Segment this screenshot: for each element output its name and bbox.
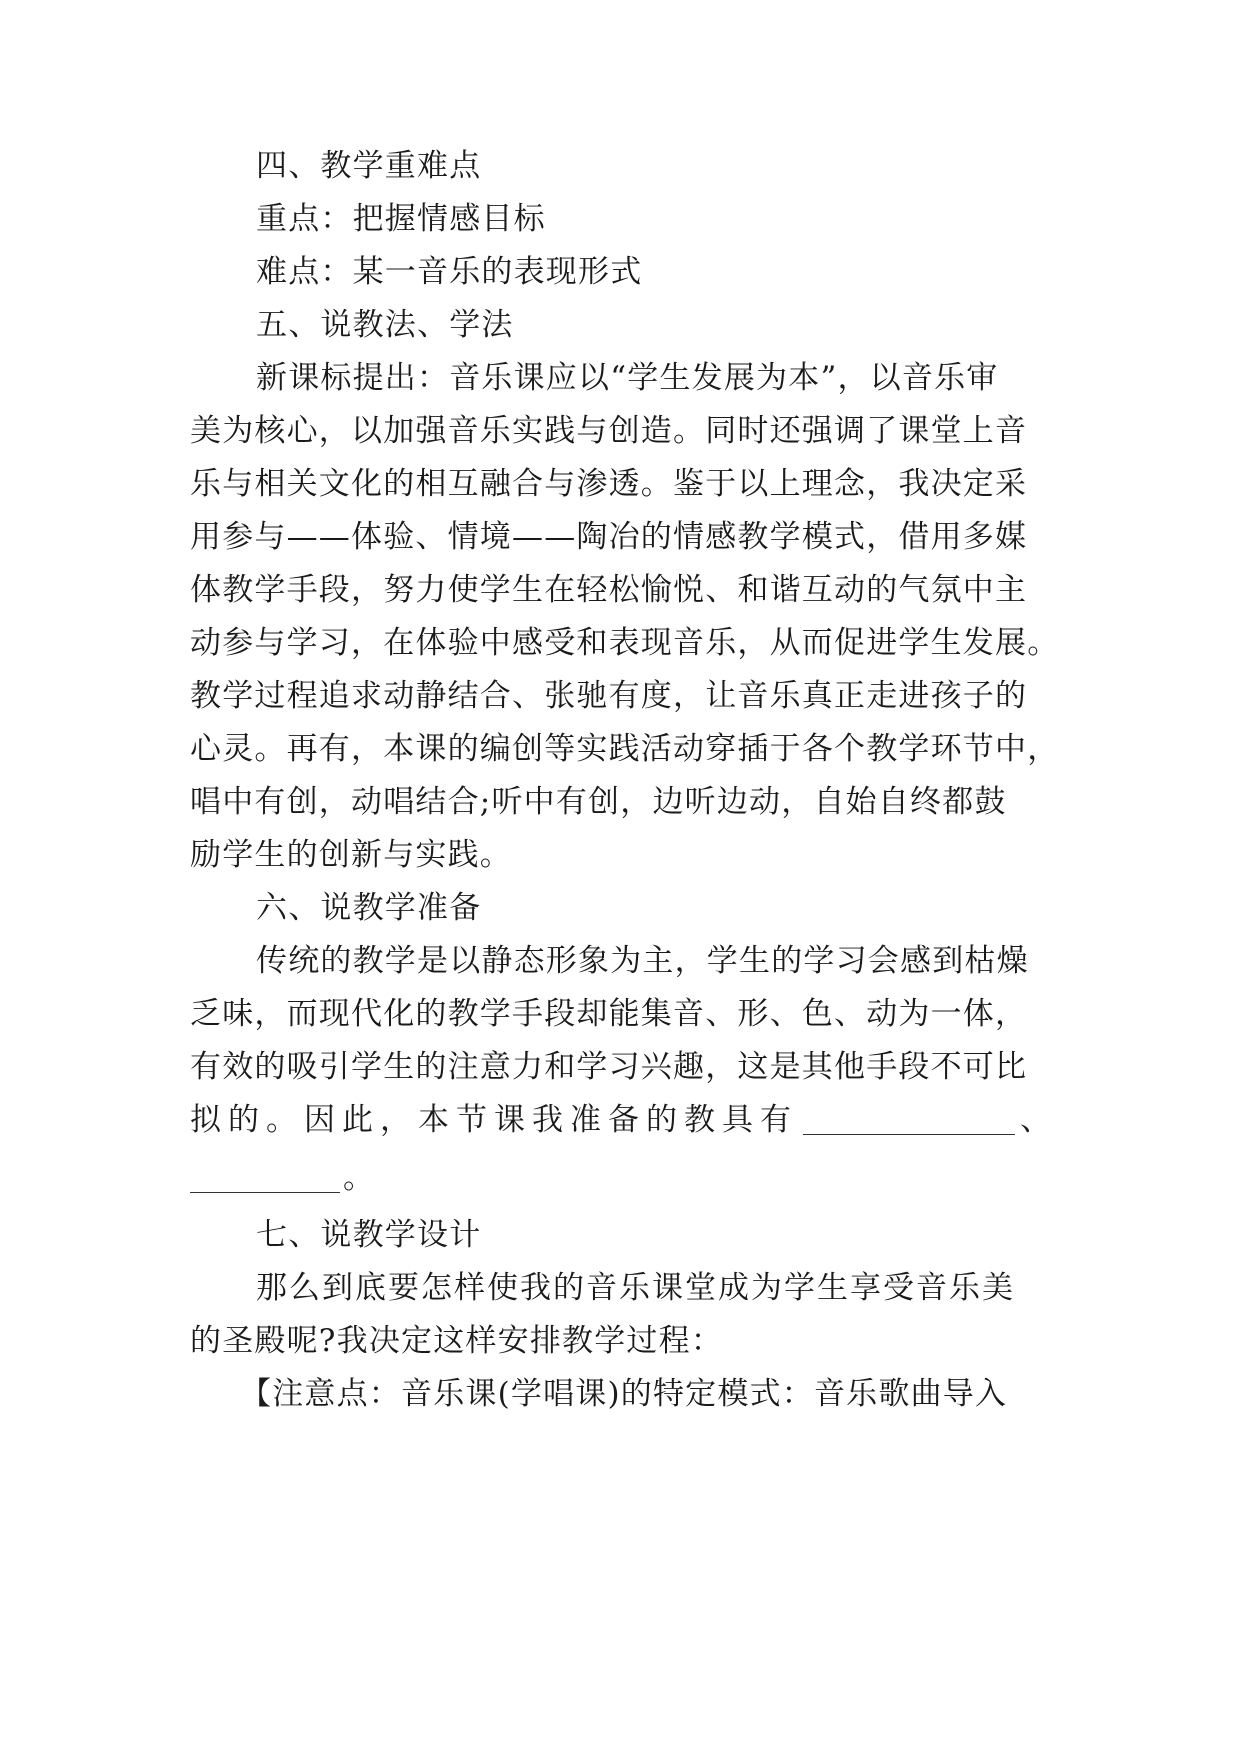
paragraph-line: 唱中有创，动唱结合;听中有创，边听边动，自始自终都鼓 bbox=[190, 784, 1007, 820]
paragraph-line: 用参与——体验、情境——陶冶的情感教学模式，借用多媒 bbox=[190, 519, 1028, 555]
paragraph-line: 动参与学习，在体验中感受和表现音乐，从而促进学生发展。 bbox=[190, 625, 1060, 661]
paragraph-line: 的圣殿呢?我决定这样安排教学过程： bbox=[190, 1323, 724, 1359]
punctuation: 。 bbox=[343, 1160, 374, 1196]
paragraph-line: 乐与相关文化的相互融合与渗透。鉴于以上理念，我决定采 bbox=[190, 466, 1028, 502]
paragraph-line: 美为核心，以加强音乐实践与创造。同时还强调了课堂上音 bbox=[190, 413, 1028, 449]
fill-in-blank bbox=[190, 1164, 340, 1193]
paragraph-line: 励学生的创新与实践。 bbox=[190, 837, 512, 873]
paragraph-line: 教学过程追求动静结合、张驰有度，让音乐真正走进孩子的 bbox=[190, 678, 1028, 714]
heading-4: 四、教学重难点 bbox=[256, 148, 482, 184]
paragraph-line: 重点：把握情感目标 bbox=[256, 201, 546, 237]
paragraph-line: 新课标提出：音乐课应以“学生发展为本”，以音乐审 bbox=[256, 360, 999, 396]
heading-6: 六、说教学准备 bbox=[256, 890, 482, 926]
paragraph-line: 那么到底要怎样使我的音乐课堂成为学生享受音乐美 bbox=[256, 1270, 1015, 1306]
heading-7: 七、说教学设计 bbox=[256, 1217, 482, 1253]
paragraph-line: 心灵。再有，本课的编创等实践活动穿插于各个教学环节中， bbox=[190, 731, 1060, 767]
paragraph-line: 【注意点：音乐课(学唱课)的特定模式：音乐歌曲导入 bbox=[240, 1376, 1008, 1412]
paragraph-line: 难点：某一音乐的表现形式 bbox=[256, 254, 643, 290]
punctuation: 、 bbox=[1020, 1102, 1051, 1138]
paragraph-line: 有效的吸引学生的注意力和学习兴趣，这是其他手段不可比 bbox=[190, 1049, 1028, 1085]
paragraph-line: 体教学手段，努力使学生在轻松愉悦、和谐互动的气氛中主 bbox=[190, 572, 1028, 608]
fill-in-blank bbox=[803, 1106, 1015, 1135]
paragraph-line: 乏味，而现代化的教学手段却能集音、形、色、动为一体， bbox=[190, 996, 1028, 1032]
paragraph-text: 拟的。因此，本节课我准备的教具有 bbox=[190, 1102, 798, 1138]
paragraph-line: 传统的教学是以静态形象为主，学生的学习会感到枯燥 bbox=[256, 943, 1029, 979]
heading-5: 五、说教法、学法 bbox=[256, 307, 514, 343]
